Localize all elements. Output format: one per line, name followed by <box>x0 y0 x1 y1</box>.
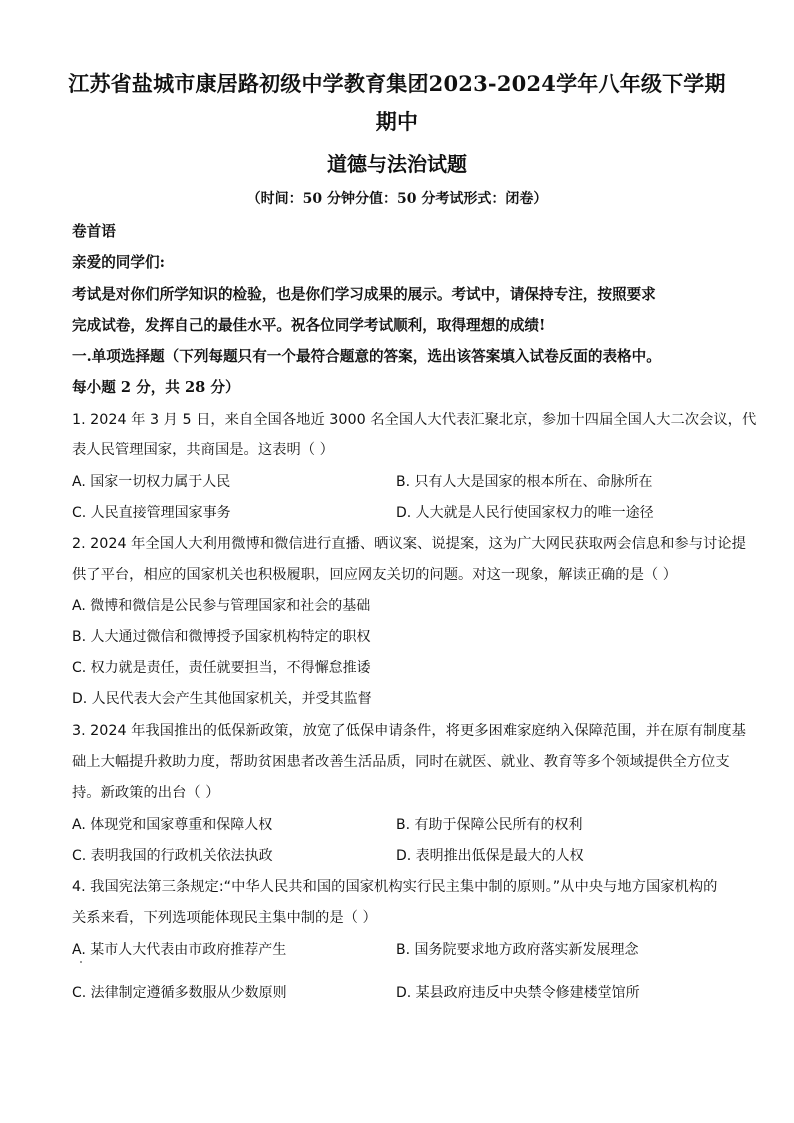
section-heading-line1: 一.单项选择题（下列每题只有一个最符合题意的答案，选出该答案填入试卷反面的表格中。 <box>72 348 661 365</box>
question-3-option-c: C. 表明我国的行政机关依法执政 <box>72 848 273 864</box>
question-1-option-c: C. 人民直接管理国家事务 <box>72 505 231 521</box>
question-3-option-b: B. 有助于保障公民所有的权利 <box>396 817 583 833</box>
question-4-stem-line2: 关系来看，下列选项能体现民主集中制的是（ ） <box>72 910 377 926</box>
question-1-option-b: B. 只有人大是国家的根本所在、命脉所在 <box>396 474 653 490</box>
question-3-option-a: A. 体现党和国家尊重和保障人权 <box>72 817 273 833</box>
question-3-stem-line2: 础上大幅提升救助力度，帮助贫困患者改善生活品质，同时在就医、就业、教育等多个领域提供全方位支 <box>72 754 730 770</box>
preface-body-line1: 考试是对你们所学知识的检验，也是你们学习成果的展示。考试中，请保持专注，按照要求 <box>72 286 656 303</box>
question-3-option-d: D. 表明推出低保是最大的人权 <box>396 848 584 864</box>
preface-body-line2: 完成试卷，发挥自己的最佳水平。祝各位同学考试顺利，取得理想的成绩! <box>72 317 546 334</box>
preface-heading: 卷首语 <box>72 223 116 240</box>
question-4-option-a: A. 某市人大代表由市政府推荐产生 <box>72 942 287 958</box>
exam-title-line1: 江苏省盐城市康居路初级中学教育集团2023-2024学年八年级下学期 <box>68 71 726 96</box>
exam-info: （时间：50 分钟分值：50 分考试形式：闭卷） <box>246 191 548 207</box>
question-2-option-c: C. 权力就是责任，责任就要担当，不得懈怠推诿 <box>72 660 371 676</box>
question-2-stem-line2: 供了平台，相应的国家机关也积极履职，回应网友关切的问题。对这一现象，解读正确的是（ ） <box>72 567 678 583</box>
question-1-stem-line1: 1. 2024 年 3 月 5 日，来自全国各地近 3000 名全国人大代表汇聚北京，参加十四届全国人大二次会议，代 <box>72 412 757 428</box>
question-4-stem-line1: 4. 我国宪法第三条规定:“中华人民共和国的国家机构实行民主集中制的原则。”从中央与地方国家机构的 <box>72 879 718 895</box>
question-2-option-a: A. 微博和微信是公民参与管理国家和社会的基础 <box>72 598 371 614</box>
question-3-stem-line3: 持。新政策的出台（ ） <box>72 785 220 801</box>
question-2-option-d: D. 人民代表大会产生其他国家机关，并受其监督 <box>72 691 372 707</box>
question-2-option-b: B. 人大通过微信和微博授予国家机构特定的职权 <box>72 629 371 645</box>
question-4-option-d: D. 某县政府违反中央禁令修建楼堂馆所 <box>396 985 640 1001</box>
question-4-option-b: B. 国务院要求地方政府落实新发展理念 <box>396 942 639 958</box>
question-3-stem-line1: 3. 2024 年我国推出的低保新政策，放宽了低保申请条件，将更多困难家庭纳入保障范围，并在原有制度基 <box>72 723 746 739</box>
question-1-stem-line2: 表人民管理国家，共商国是。这表明（ ） <box>72 442 334 458</box>
exam-subject: 道德与法治试题 <box>327 152 467 176</box>
question-1-option-d: D. 人大就是人民行使国家权力的唯一途径 <box>396 505 654 521</box>
section-heading-line2: 每小题 2 分，共 28 分） <box>72 379 240 396</box>
preface-greeting: 亲爱的同学们: <box>72 254 165 271</box>
stray-dot-mark <box>80 961 82 963</box>
question-2-stem-line1: 2. 2024 年全国人大利用微博和微信进行直播、晒议案、说提案，这为广大网民获取两会信息和参与讨论提 <box>72 536 746 552</box>
question-4-option-c: C. 法律制定遵循多数服从少数原则 <box>72 985 287 1001</box>
exam-title-line2: 期中 <box>375 109 419 134</box>
question-1-option-a: A. 国家一切权力属于人民 <box>72 474 231 490</box>
